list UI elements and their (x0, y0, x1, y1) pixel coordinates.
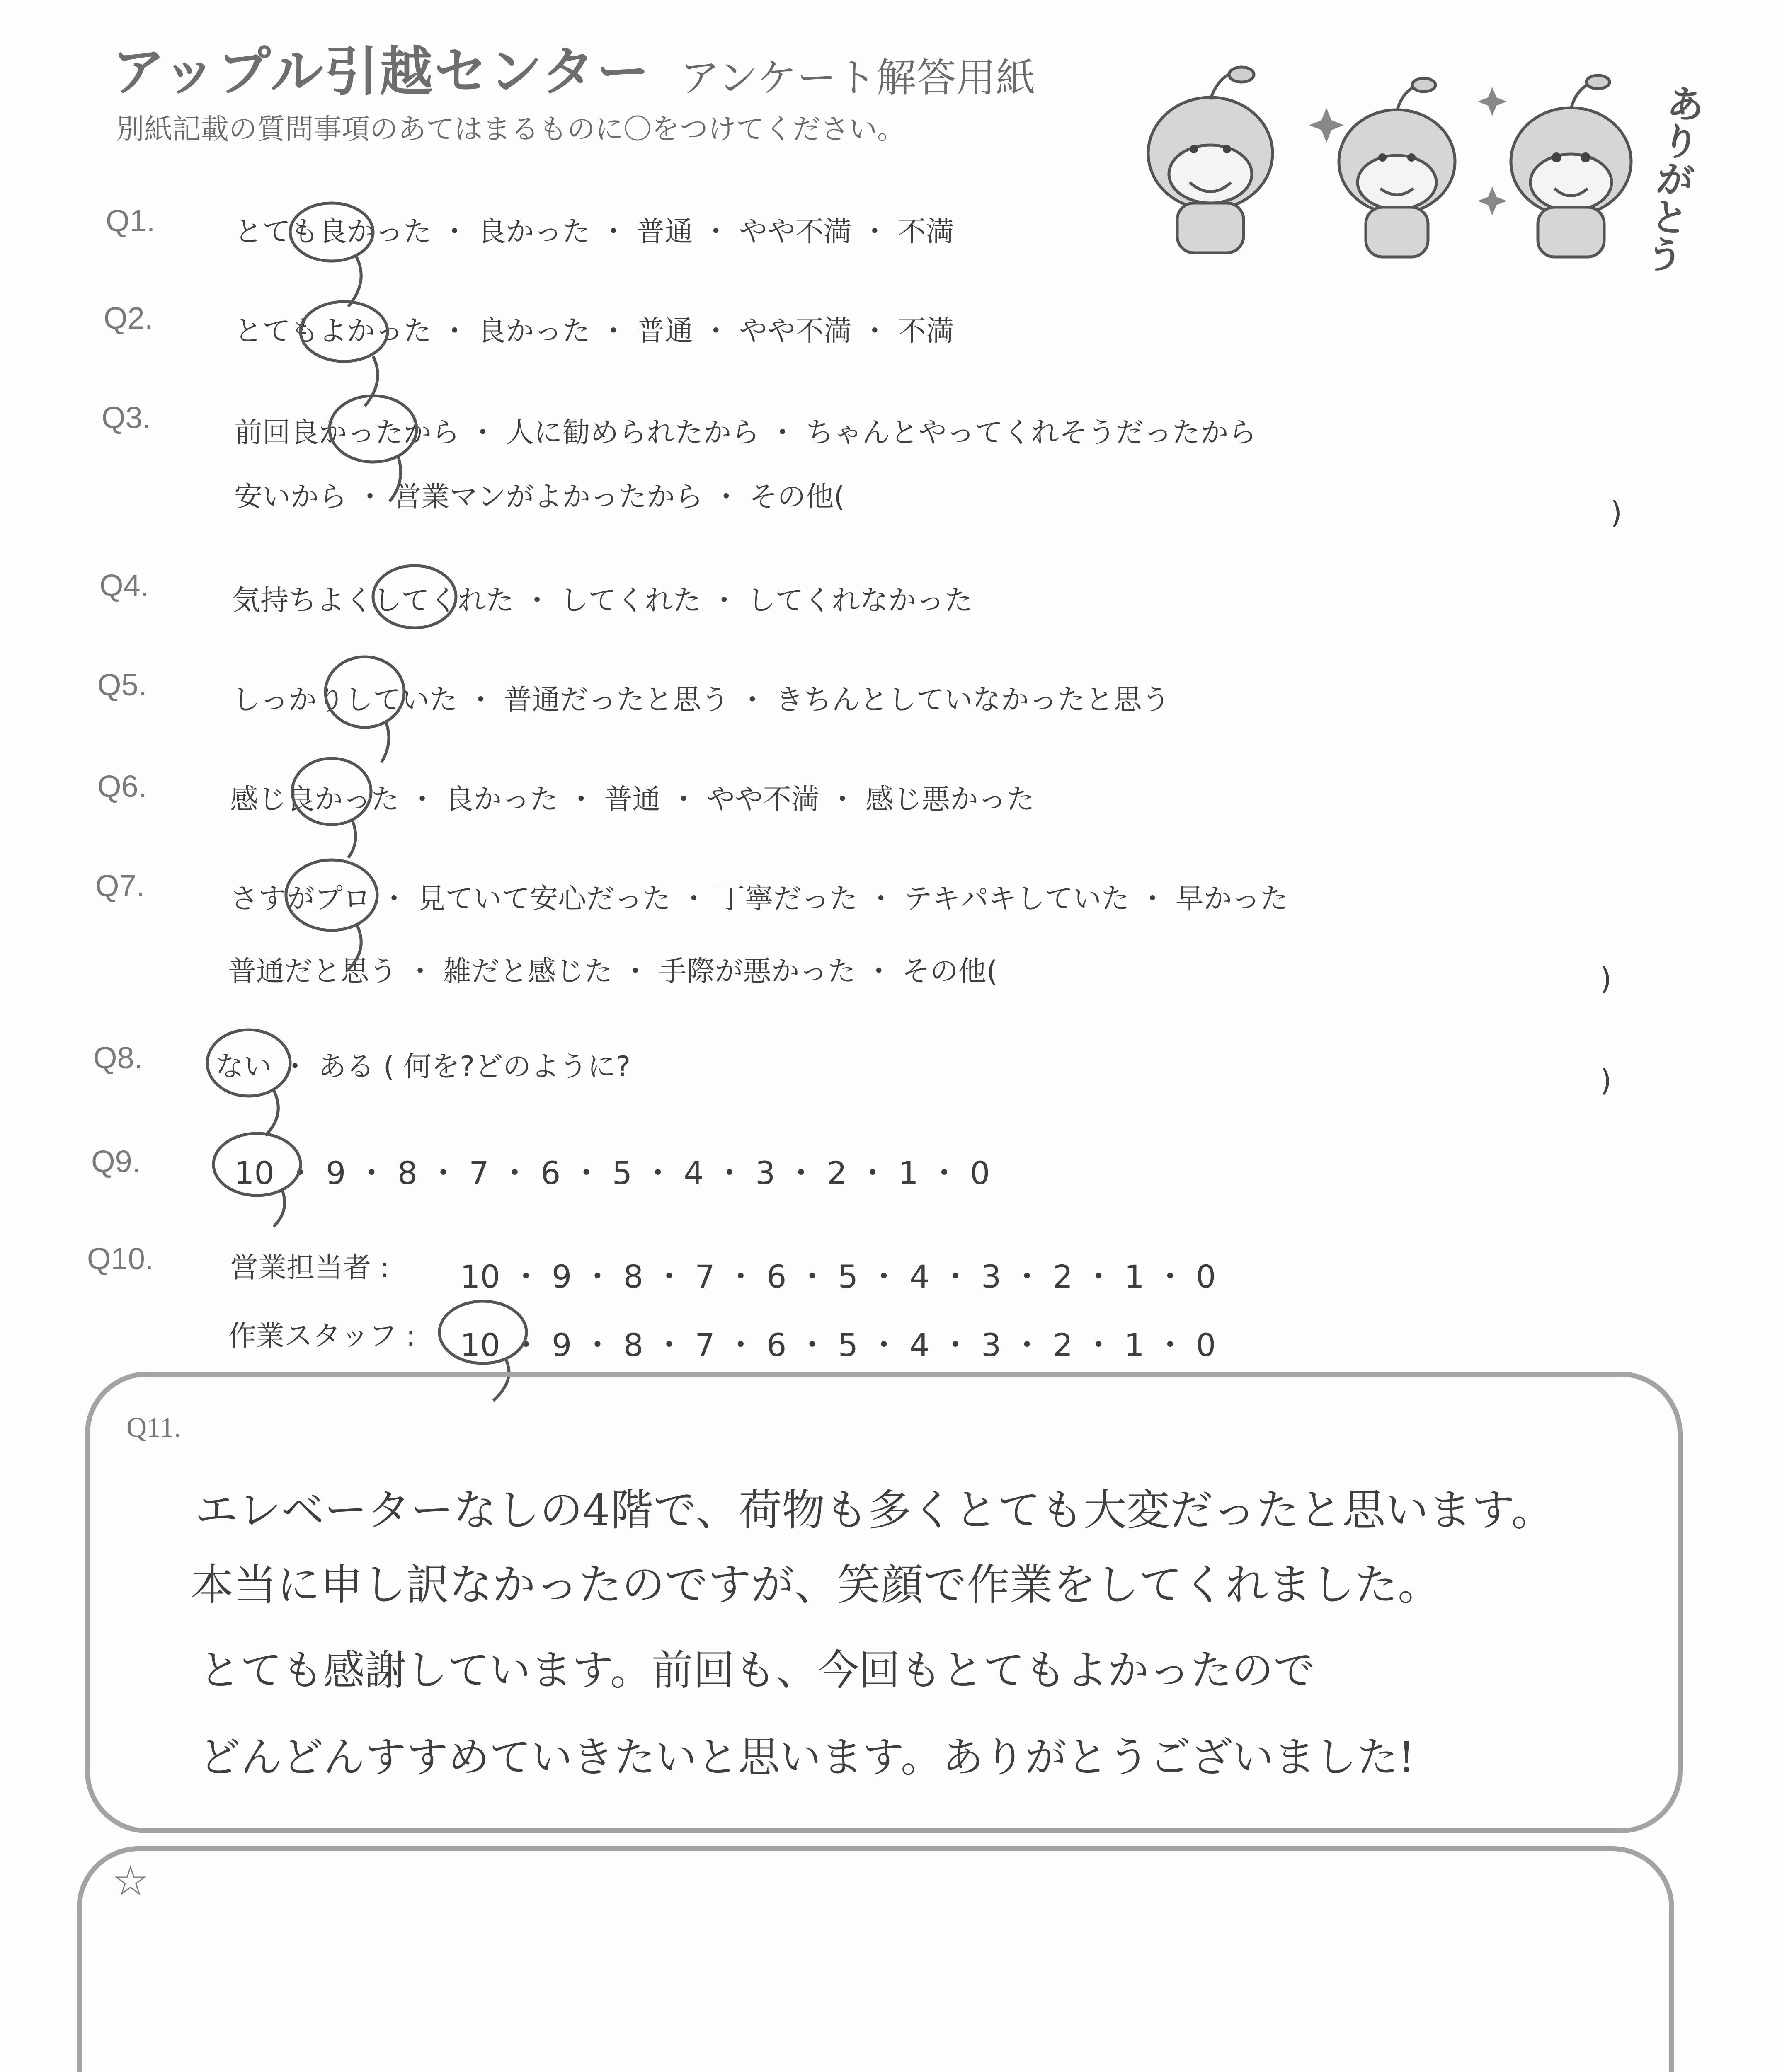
q8-close-paren: ) (1600, 1063, 1612, 1098)
q11-comment-line-1: エレベーターなしの4階で、荷物も多くとても大変だったと思います。 (195, 1485, 1554, 1535)
q10-staff-scale: 10 ・ 9 ・ 8 ・ 7 ・ 6 ・ 5 ・ 4 ・ 3 ・ 2 ・ 1 ・ 0 (460, 1326, 1216, 1363)
form-instruction: 別紙記載の質問事項のあてはまるものに〇をつけてください。 (116, 113, 906, 146)
form-subtitle: アンケート解答用紙 (680, 55, 1036, 101)
q3-label: Q3. (102, 400, 151, 435)
q6-options: 感じ良かった ・ 良かった ・ 普通 ・ やや不満 ・ 感じ悪かった (230, 783, 1035, 816)
q7-options-line2: 普通だと思う ・ 雑だと感じた ・ 手際が悪かった ・ その他( (228, 955, 998, 988)
q11-label: Q11. (126, 1411, 181, 1443)
q1-label: Q1. (106, 203, 155, 238)
q10-sales-scale: 10 ・ 9 ・ 8 ・ 7 ・ 6 ・ 5 ・ 4 ・ 3 ・ 2 ・ 1 ・ 0 (460, 1258, 1216, 1295)
q9-circle-mark (213, 1133, 301, 1196)
q2-circle-mark (301, 302, 388, 361)
q11-comment-line-2: 本当に申し訳なかったのですが、笑顔で作業をしてくれました。 (191, 1559, 1441, 1610)
q7-close-paren: ) (1600, 961, 1612, 996)
form-title: アップル引越センター (112, 41, 651, 103)
q10-staff-label: 作業スタッフ : (228, 1320, 416, 1353)
q8-options: ない ・ ある ( 何を?どのように? (216, 1051, 631, 1083)
q4-options: 気持ちよくしてくれた ・ してくれた ・ してくれなかった (232, 584, 973, 617)
q8-circle-mark (207, 1030, 290, 1096)
q3-options-line1: 前回良かったから ・ 人に勧められたから ・ ちゃんとやってくれそうだったから (234, 416, 1257, 449)
q10-label: Q10. (87, 1242, 154, 1276)
q6-label: Q6. (97, 769, 147, 804)
mascot-thanks-text: ありがとう (1637, 81, 1708, 276)
q1-options: とても良かった ・ 良かった ・ 普通 ・ やや不満 ・ 不満 (234, 215, 954, 248)
q3-circle-mark (330, 396, 417, 462)
q10-staff-circle-mark (439, 1301, 526, 1363)
q5-options: しっかりしていた ・ 普通だったと思う ・ きちんとしていなかったと思う (232, 684, 1170, 716)
q5-label: Q5. (97, 668, 147, 702)
q7-label: Q7. (95, 869, 145, 903)
q7-circle-mark (286, 860, 377, 930)
q3-options-line2: 安いから ・ 営業マンがよかったから ・ その他( (234, 481, 845, 513)
q4-circle-mark (373, 566, 456, 628)
q3-close-paren: ) (1610, 495, 1622, 530)
q10-sales-label: 営業担当者 : (230, 1251, 390, 1284)
star-icon: ☆ (112, 1857, 149, 1905)
q2-options: とてもよかった ・ 良かった ・ 普通 ・ やや不満 ・ 不満 (234, 315, 954, 348)
q7-options-line1: さすがプロ ・ 見ていて安心だった ・ 丁寧だった ・ テキパキしていた ・ 早かった (230, 883, 1288, 915)
notes-box (77, 1846, 1674, 2072)
q6-circle-mark (292, 758, 371, 825)
q5-circle-mark (325, 657, 404, 727)
q2-label: Q2. (104, 301, 153, 335)
q9-scale: 10 ・ 9 ・ 8 ・ 7 ・ 6 ・ 5 ・ 4 ・ 3 ・ 2 ・ 1 ・ 0 (234, 1155, 990, 1191)
q9-label: Q9. (91, 1144, 141, 1179)
q4-label: Q4. (99, 568, 149, 603)
q11-comment-line-4: どんどんすすめていきたいと思います。ありがとうございました! (199, 1733, 1415, 1782)
q8-label: Q8. (93, 1041, 143, 1075)
q1-circle-mark (290, 203, 373, 261)
q11-comment-line-3: とても感謝しています。前回も、今回もとてもよかったので (199, 1646, 1315, 1694)
